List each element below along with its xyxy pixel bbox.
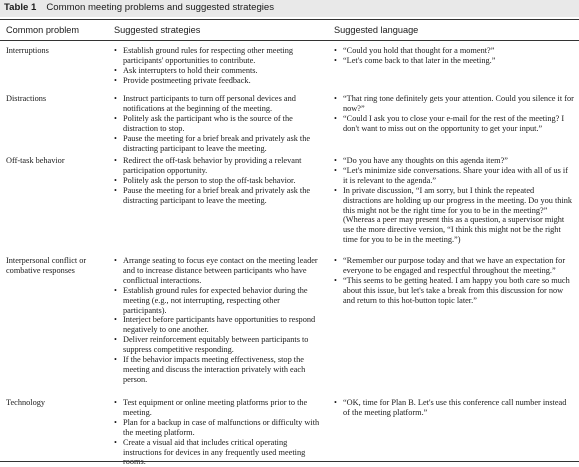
row-interruptions-language xyxy=(334,46,574,66)
table-title-bar xyxy=(0,0,579,17)
language-item: • “Do you have any thoughts on this agenda item?” xyxy=(334,156,574,166)
row-conflict-problem: Interpersonal conflict or combative responses xyxy=(6,256,87,275)
row-conflict-language xyxy=(334,256,574,306)
language-item: • “Let's come back to that later in the meeting.” xyxy=(334,56,574,66)
strategy-item: • Redirect the off-task behavior by providing a relevant participation opportunity. xyxy=(114,156,322,176)
header-suggested-language: Suggested language xyxy=(334,25,419,35)
strategy-item: • Plan for a backup in case of malfunctions or difficulty with the meeting platform. xyxy=(114,418,322,438)
strategy-item: • Deliver reinforcement equitably between participants to suppress competitive responding. xyxy=(114,335,322,355)
strategy-item: • If the behavior impacts meeting effectiveness, stop the meeting and discuss the interaction privately with each person. xyxy=(114,355,322,385)
top-rule xyxy=(0,19,579,20)
strategy-item: • Pause the meeting for a brief break and privately ask the distracting participant to leave the meeting. xyxy=(114,186,322,206)
language-item: • “OK, time for Plan B. Let's use this conference call number instead of the meeting platform.” xyxy=(334,398,574,418)
row-technology-strategies xyxy=(114,398,322,467)
strategy-item: • Create a visual aid that includes critical operating instructions for devices in any frequently used meeting rooms. xyxy=(114,438,322,467)
language-item: • “This seems to be getting heated. I am happy you both care so much about this issue, but let's take a break from this discussion for now and return to this hot-button topic later.” xyxy=(334,276,574,306)
row-distractions-strategies xyxy=(114,94,322,153)
strategy-item: • Pause the meeting for a brief break and privately ask the distracting participant to leave the meeting. xyxy=(114,134,322,154)
strategy-item: • Provide postmeeting private feedback. xyxy=(114,76,322,86)
strategy-item: • Politely ask the person to stop the off-task behavior. xyxy=(114,176,322,186)
strategy-item: • Instruct participants to turn off personal devices and notifications at the beginning of the meeting. xyxy=(114,94,322,114)
table-label: Table 1 xyxy=(4,2,37,13)
row-distractions-problem: Distractions xyxy=(6,94,47,103)
row-technology-language xyxy=(334,398,574,418)
bottom-rule xyxy=(0,461,579,462)
row-conflict-strategies xyxy=(114,256,322,385)
header-suggested-strategies: Suggested strategies xyxy=(114,25,201,35)
row-technology-problem: Technology xyxy=(6,398,46,407)
row-off-task-language xyxy=(334,156,574,245)
language-item: • In private discussion, “I am sorry, but I think the repeated distractions are holding up our progress in the meeting. Do you think this might not be the right time for you to be in the meeting?” (Whereas a peer may present this as a question, a supervisor might use the more directive version, “I think this might not be the right time for you to be in the meeting.”) xyxy=(334,186,574,245)
table-title xyxy=(4,2,274,13)
strategy-item: • Establish ground rules for expected behavior during the meeting (e.g., not interrupting, respecting other participants). xyxy=(114,286,322,316)
strategy-item: • Establish ground rules for respecting other meeting participants' opportunities to contribute. xyxy=(114,46,322,66)
language-item: • “Let's minimize side conversations. Share your idea with all of us if it is relevant to the agenda.” xyxy=(334,166,574,186)
strategy-item: • Test equipment or online meeting platforms prior to the meeting. xyxy=(114,398,322,418)
language-item: • “That ring tone definitely gets your attention. Could you silence it for now?” xyxy=(334,94,574,114)
language-item: • “Remember our purpose today and that we have an expectation for everyone to be engaged and respectful throughout the meeting.” xyxy=(334,256,574,276)
header-rule xyxy=(0,40,579,41)
language-item: • “Could I ask you to close your e-mail for the rest of the meeting? I don't want to miss out on the opportunity to get your input.” xyxy=(334,114,574,134)
row-interruptions-problem: Interruptions xyxy=(6,46,49,55)
row-distractions-language xyxy=(334,94,574,134)
strategy-item: • Interject before participants have opportunities to respond negatively to one another. xyxy=(114,315,322,335)
strategy-item: • Ask interrupters to hold their comments. xyxy=(114,66,322,76)
strategy-item: • Politely ask the participant who is the source of the distraction to stop. xyxy=(114,114,322,134)
language-item: • “Could you hold that thought for a moment?” xyxy=(334,46,574,56)
header-common-problem: Common problem xyxy=(6,25,80,35)
table-caption: Common meeting problems and suggested strategies xyxy=(46,2,275,13)
row-off-task-strategies xyxy=(114,156,322,206)
strategy-item: • Arrange seating to focus eye contact on the meeting leader and to increase distance between participants who have conflictual interactions. xyxy=(114,256,322,286)
row-off-task-problem: Off-task behavior xyxy=(6,156,65,165)
row-interruptions-strategies xyxy=(114,46,322,86)
